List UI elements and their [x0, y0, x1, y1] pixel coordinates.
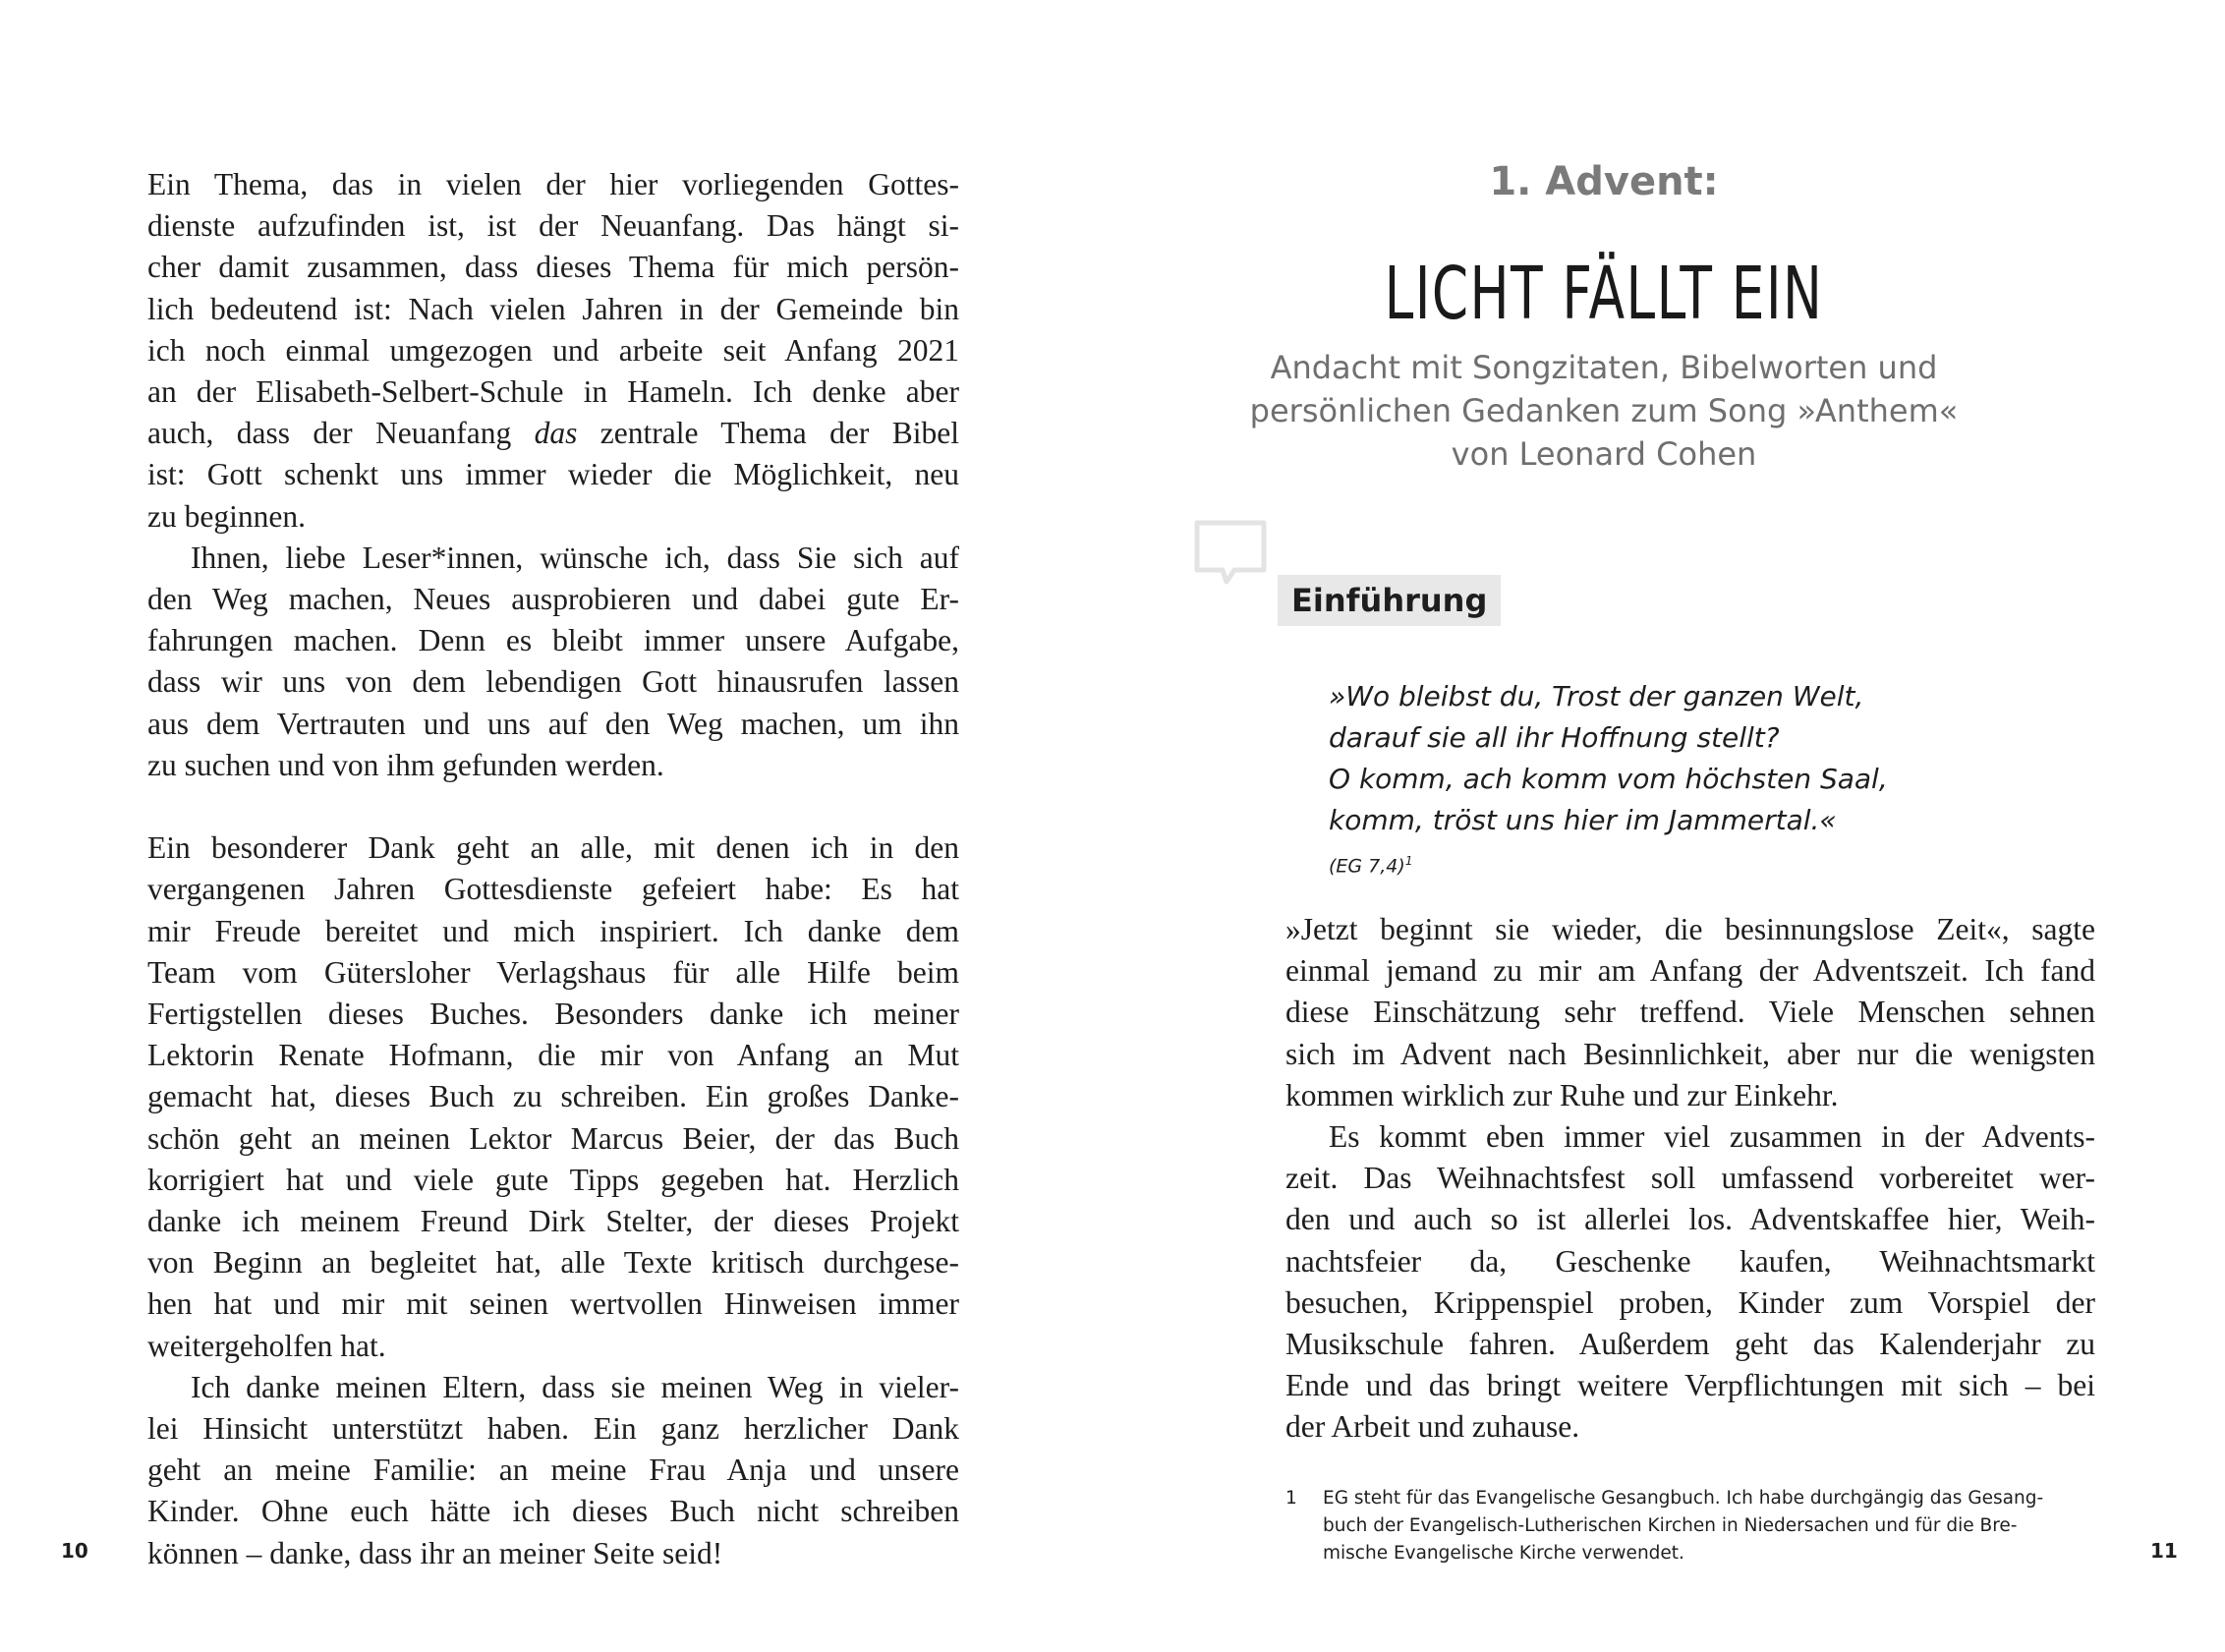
text-line: danke ich meinem Freund Dirk Stelter, der dieses Projekt	[147, 1204, 959, 1239]
text-run: auch, dass der Neuanfang	[147, 416, 535, 451]
paragraph-gap	[147, 786, 959, 827]
text-line: ist: Gott schenkt uns immer wieder die Möglichkeit, neu	[147, 457, 959, 492]
left-paragraph-3	[147, 827, 959, 1367]
text-line: einmal jemand zu mir am Anfang der Adventszeit. Ich fand	[1285, 953, 2095, 989]
text-line: geht an meine Familie: an meine Frau Anja und unsere	[147, 1453, 959, 1488]
subtitle-line: Andacht mit Songzitaten, Bibelworten und	[1270, 349, 1938, 386]
text-line: cher damit zusammen, dass dieses Thema für mich persön-	[147, 250, 959, 285]
text-line: Kinder. Ohne euch hätte ich dieses Buch nicht schreiben	[147, 1494, 959, 1529]
quote-source-text: (EG 7,4)	[1329, 855, 1405, 878]
left-paragraph-2	[147, 538, 959, 786]
footnote-text	[1323, 1485, 2096, 1567]
right-paragraph-2	[1285, 1116, 2095, 1449]
subtitle-line: persönlichen Gedanken zum Song »Anthem«	[1249, 392, 1959, 429]
text-line: aus dem Vertrauten und uns auf den Weg machen, um ihn	[147, 706, 959, 741]
left-paragraph-4	[147, 1367, 959, 1574]
text-line: kommen wirklich zur Ruhe und zur Einkehr.	[1285, 1077, 1839, 1112]
text-line: hen hat und mir mit seinen wertvollen Hinweisen immer	[147, 1286, 959, 1322]
text-line: korrigiert hat und viele gute Tipps gegeben hat. Herzlich	[147, 1162, 959, 1197]
page-number-right: 11	[2150, 1539, 2178, 1563]
text-line: Ihnen, liebe Leser*innen, wünsche ich, dass Sie sich auf	[191, 540, 959, 575]
text-line: »Jetzt beginnt sie wieder, die besinnungslose Zeit«, sagte	[1285, 912, 2095, 946]
text-line: Ende und das bringt weitere Verpflichtungen mit sich – bei	[1285, 1368, 2095, 1403]
chapter-title: LICHT FÄLLT EIN	[1384, 252, 1824, 336]
text-line: mir Freude bereitet und mich inspiriert. Ich danke dem	[147, 913, 959, 948]
speech-bubble-icon	[1193, 519, 1268, 588]
text-line: zu suchen und von ihm gefunden werden.	[147, 747, 664, 782]
text-line	[147, 413, 959, 454]
section-label: Einführung	[1278, 575, 1501, 626]
text-line: von Beginn an begleitet hat, alle Texte kritisch durchgese-	[147, 1245, 959, 1281]
footnote-line: EG steht für das Evangelische Gesangbuch. Ich habe durchgängig das Gesang-	[1323, 1488, 2044, 1509]
text-run: zentrale Thema der Bibel	[577, 416, 959, 451]
chapter-subtitle	[1112, 346, 2095, 476]
text-line: der Arbeit und zuhause.	[1285, 1409, 1580, 1445]
footnote-number: 1	[1285, 1488, 1297, 1509]
left-paragraph-1	[147, 164, 959, 538]
text-line: schön geht an meinen Lektor Marcus Beier, der das Buch	[147, 1120, 959, 1156]
text-line: lei Hinsicht unterstützt haben. Ein ganz herzlicher Dank	[147, 1411, 959, 1447]
quote-line: »Wo bleibst du, Trost der ganzen Welt,	[1329, 680, 1864, 712]
text-line: weitergeholfen hat.	[147, 1328, 386, 1363]
left-body-text	[147, 164, 959, 1574]
text-line: Fertigstellen dieses Buches. Besonders danke ich meiner	[147, 997, 959, 1032]
text-line: Ich danke meinen Eltern, dass sie meinen Weg in vieler-	[191, 1369, 959, 1404]
text-line: ich noch einmal umgezogen und arbeite seit Anfang 2021	[147, 332, 959, 368]
footnote	[1285, 1485, 2096, 1567]
footnote-line: buch der Evangelisch-Lutherischen Kirchen in Niedersachen und für die Bre-	[1323, 1515, 2018, 1536]
hymn-quote	[1329, 676, 1888, 885]
chapter-kicker: 1. Advent:	[1489, 159, 1719, 204]
text-line: Lektorin Renate Hofmann, die mir von Anfang an Mut	[147, 1038, 959, 1073]
text-line: an der Elisabeth-Selbert-Schule in Hameln. Ich denke aber	[147, 374, 959, 410]
text-line: besuchen, Krippenspiel proben, Kinder zum Vorspiel der	[1285, 1284, 2095, 1320]
text-line: können – danke, dass ihr an meiner Seite seid!	[147, 1535, 723, 1570]
text-line: Musikschule fahren. Außerdem geht das Kalenderjahr zu	[1285, 1327, 2095, 1362]
left-page	[0, 0, 1112, 1652]
text-line: vergangenen Jahren Gottesdienste gefeiert habe: Es hat	[147, 872, 959, 907]
quote-line: darauf sie all ihr Hoffnung stellt?	[1329, 721, 1780, 754]
text-line: Es kommt eben immer viel zusammen in der Advents-	[1329, 1119, 2095, 1155]
footnote-line: mische Evangelische Kirche verwendet.	[1323, 1543, 1684, 1564]
text-line: gemacht hat, dieses Buch zu schreiben. Ein großes Danke-	[147, 1079, 959, 1114]
text-line: sich im Advent nach Besinnlichkeit, aber nur die wenigsten	[1285, 1036, 2095, 1071]
text-line: zu beginnen.	[147, 498, 306, 534]
text-line: lich bedeutend ist: Nach vielen Jahren in der Gemeinde bin	[147, 291, 959, 326]
text-line: den Weg machen, Neues ausprobieren und dabei gute Er-	[147, 582, 959, 617]
text-line: nachtsfeier da, Geschenke kaufen, Weihnachtsmarkt	[1285, 1243, 2095, 1279]
text-line: den und auch so ist allerlei los. Adventskaffee hier, Weih-	[1285, 1202, 2095, 1237]
right-body-text	[1285, 909, 2095, 1449]
page-number-left: 10	[61, 1539, 88, 1563]
emphasis: das	[534, 416, 578, 451]
text-line: dienste aufzufinden ist, ist der Neuanfang. Das hängt si-	[147, 208, 959, 244]
quote-source	[1329, 841, 1888, 885]
right-paragraph-1	[1285, 909, 2095, 1116]
subtitle-line: von Leonard Cohen	[1451, 435, 1757, 473]
text-line: zeit. Das Weihnachtsfest soll umfassend vorbereitet wer-	[1285, 1161, 2095, 1196]
text-line: dass wir uns von dem lebendigen Gott hinausrufen lassen	[147, 664, 959, 700]
quote-line: O komm, ach komm vom höchsten Saal,	[1329, 763, 1888, 795]
text-line: Ein Thema, das in vielen der hier vorliegenden Gottes-	[147, 167, 959, 201]
footnote-mark: 1	[1404, 854, 1413, 868]
text-line: Ein besonderer Dank geht an alle, mit denen ich in den	[147, 830, 959, 866]
quote-line: komm, tröst uns hier im Jammertal.«	[1329, 804, 1837, 836]
text-line: diese Einschätzung sehr treffend. Viele Menschen sehnen	[1285, 995, 2095, 1030]
text-line: Team vom Gütersloher Verlagshaus für alle Hilfe beim	[147, 954, 959, 990]
text-line: fahrungen machen. Denn es bleibt immer unsere Aufgabe,	[147, 623, 959, 658]
